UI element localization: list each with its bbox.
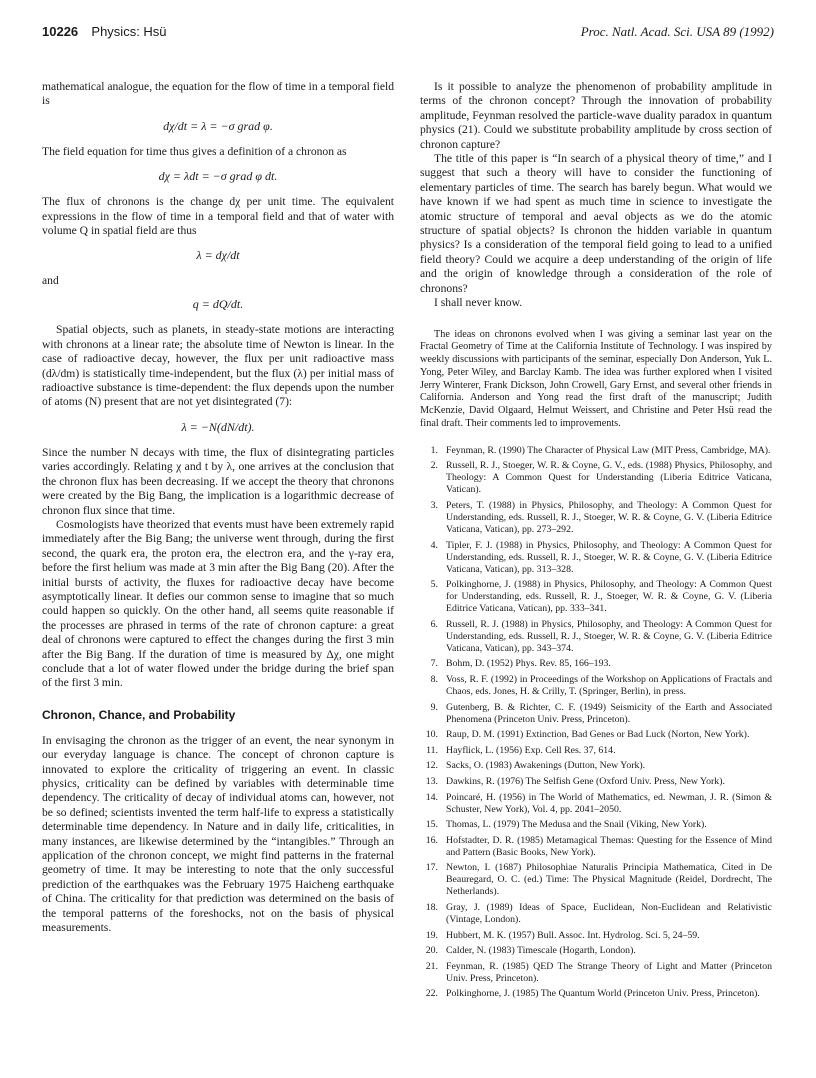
reference-item bbox=[420, 579, 772, 615]
reference-text: Polkinghorne, J. (1985) The Quantum World (Princeton Univ. Press, Princeton). bbox=[446, 988, 760, 1000]
paragraph: mathematical analogue, the equation for the flow of time in a temporal field is bbox=[42, 80, 394, 108]
reference-number: 21. bbox=[425, 960, 438, 972]
reference-number: 10. bbox=[425, 729, 438, 741]
reference-text: Peters, T. (1988) in Physics, Philosophy, and Theology: A Common Quest for Understanding, eds. Russell, R. J., Stoeger, W. R. & Coyne, G. V. (Liberia Editrice Vaticana, Vatican), pp. 273–292. bbox=[446, 500, 772, 536]
journal-citation: Proc. Natl. Acad. Sci. USA 89 (1992) bbox=[580, 24, 774, 39]
reference-number: 9. bbox=[430, 701, 438, 713]
reference-item bbox=[420, 500, 772, 536]
reference-text: Feynman, R. (1985) QED The Strange Theory of Light and Matter (Princeton Univ. Press, Princeton). bbox=[446, 960, 772, 984]
reference-item bbox=[420, 862, 772, 898]
reference-number: 17. bbox=[425, 862, 438, 874]
reference-item bbox=[420, 776, 772, 788]
reference-text: Raup, D. M. (1991) Extinction, Bad Genes or Bad Luck (Norton, New York). bbox=[446, 729, 750, 741]
reference-item bbox=[420, 760, 772, 772]
reference-item bbox=[420, 540, 772, 576]
reference-text: Poincaré, H. (1956) in The World of Mathematics, ed. Newman, J. R. (Simon & Schuster, New York), Vol. 4, pp. 2041–2050. bbox=[446, 791, 772, 815]
reference-item bbox=[420, 945, 772, 957]
reference-text: Gray, J. (1989) Ideas of Space, Euclidean, Non-Euclidean and Relativistic (Vintage, London). bbox=[446, 901, 772, 925]
equation: dχ = λdt = −σ grad φ dt. bbox=[158, 169, 278, 184]
reference-item bbox=[420, 819, 772, 831]
reference-text: Polkinghorne, J. (1988) in Physics, Philosophy, and Theology: A Common Quest for Understanding, eds. Russell, R. J., Stoeger, W. R. & Coyne, G. V. (Liberia Editrice Vaticana, Vatican), pp. 333–341. bbox=[446, 579, 772, 615]
section-heading: Chronon, Chance, and Probability bbox=[42, 707, 236, 722]
paragraph: Cosmologists have theorized that events must have been extremely rapid immediately after the Big Bang; the universe went through, during the first second, the quark era, the proton era, the electron era, and the γ-ray era, before the first helium was made at 3 min after the Big Bang (20). After the initial bursts of activity, the fluxes for radioactive decay have become asymptotically linear. It defies our common sense to imagine that so much could happen so quickly. On the other hand, all seems quite reasonable if the processes are phrased in terms of the rate of chronon capture: a great deal of chronons were captured to effect the changes during the first 3 min after the Big Bang. If the duration of time is measured by Δχ, one might conclude that a lot of water flowed under the bridge during the brief span of the first 3 min. bbox=[42, 517, 394, 690]
reference-list bbox=[420, 445, 772, 1000]
paragraph: I shall never know. bbox=[434, 296, 523, 310]
reference-number: 6. bbox=[430, 618, 438, 630]
reference-item bbox=[420, 729, 772, 741]
reference-text: Russell, R. J., Stoeger, W. R. & Coyne, G. V., eds. (1988) Physics, Philosophy, and Theology: A Common Quest for Understanding (Liberia Editrice Vaticana, Vatican). bbox=[446, 460, 772, 496]
equation: dχ/dt = λ = −σ grad φ. bbox=[163, 118, 273, 133]
left-column bbox=[42, 80, 394, 935]
reference-number: 1. bbox=[430, 444, 438, 456]
reference-text: Voss, R. F. (1992) in Proceedings of the Workshop on Applications of Fractals and Chaos, eds. Jones, H. & Crilly, T. (Springer, Berlin), in press. bbox=[446, 674, 772, 698]
reference-number: 8. bbox=[430, 674, 438, 686]
reference-item bbox=[420, 792, 772, 816]
page-number: 10226 bbox=[42, 24, 79, 39]
reference-number: 15. bbox=[425, 819, 438, 831]
reference-item bbox=[420, 674, 772, 698]
paragraph: The field equation for time thus gives a definition of a chronon as bbox=[42, 144, 347, 158]
reference-item bbox=[420, 702, 772, 726]
reference-item bbox=[420, 460, 772, 496]
right-column bbox=[420, 80, 772, 1004]
equation: λ = −N(dN/dt). bbox=[181, 419, 255, 434]
reference-text: Bohm, D. (1952) Phys. Rev. 85, 166–193. bbox=[446, 658, 611, 670]
paragraph: The flux of chronons is the change dχ per unit time. The equivalent expressions in the flow of time in a temporal field and that of water with volume Q in spatial field are thus bbox=[42, 195, 394, 238]
reference-item bbox=[420, 835, 772, 859]
reference-number: 18. bbox=[425, 901, 438, 913]
reference-text: Newton, I. (1687) Philosophiae Naturalis Principia Mathematica, Cited in De Beauregard, O. C. (ed.) Time: The Physical Magnitude (Reidel, Dordrecht, The Netherlands). bbox=[446, 862, 772, 898]
paragraph: Since the number N decays with time, the flux of disintegrating particles varies accordingly. Relating χ and t by λ, one arrives at the conclusion that the chronon flux has been decreasing. If we accept the theory that chronons were created by the Big Bang, the implication is a logarithmic decrease of chronon flux since that time. bbox=[42, 445, 394, 517]
reference-item bbox=[420, 445, 772, 457]
page-header bbox=[42, 24, 774, 44]
and-word: and bbox=[42, 274, 59, 288]
reference-number: 5. bbox=[430, 579, 438, 591]
reference-text: Calder, N. (1983) Timescale (Hogarth, London). bbox=[446, 945, 636, 957]
reference-number: 3. bbox=[430, 500, 438, 512]
reference-number: 7. bbox=[430, 658, 438, 670]
reference-number: 13. bbox=[425, 776, 438, 787]
reference-text: Sacks, O. (1983) Awakenings (Dutton, New York). bbox=[446, 760, 646, 772]
reference-number: 16. bbox=[425, 834, 438, 846]
reference-number: 20. bbox=[425, 945, 438, 957]
reference-item bbox=[420, 930, 772, 942]
reference-text: Gutenberg, B. & Richter, C. F. (1949) Seismicity of the Earth and Associated Phenomena (Princeton Univ. Press, Princeton). bbox=[446, 701, 772, 725]
reference-number: 14. bbox=[425, 791, 438, 803]
reference-text: Tipler, F. J. (1988) in Physics, Philosophy, and Theology: A Common Quest for Understanding, eds. Russell, R. J., Stoeger, W. R. & Coyne, G. V. (Liberia Editrice Vaticana, Vatican), pp. 313–328. bbox=[446, 539, 772, 575]
reference-item bbox=[420, 745, 772, 757]
reference-text: Feynman, R. (1990) The Character of Physical Law (MIT Press, Cambridge, MA). bbox=[446, 444, 771, 456]
reference-item bbox=[420, 658, 772, 670]
reference-text: Dawkins, R. (1976) The Selfish Gene (Oxford Univ. Press, New York). bbox=[446, 776, 725, 787]
reference-text: Hayflick, L. (1956) Exp. Cell Res. 37, 614. bbox=[446, 744, 616, 756]
reference-text: Thomas, L. (1979) The Medusa and the Snail (Viking, New York). bbox=[446, 819, 707, 831]
reference-item bbox=[420, 902, 772, 926]
reference-number: 4. bbox=[430, 539, 438, 551]
reference-text: Russell, R. J. (1988) in Physics, Philosophy, and Theology: A Common Quest for Understanding, eds. Russell, R. J., Stoeger, W. R. & Coyne, G. V. (Liberia Editrice Vaticana, Vatican), pp. 343–374. bbox=[446, 618, 772, 654]
reference-text: Hofstadter, D. R. (1985) Metamagical Themas: Questing for the Essence of Mind and Pattern (Basic Books, New York). bbox=[446, 834, 772, 858]
paragraph: Spatial objects, such as planets, in steady-state motions are interacting with chronons at a linear rate; the absolute time of Newton is linear. In the case of radioactive decay, however, the flux per unit radioactive mass (dλ/dm) is statistically time-independent, but the flux (λ) per initial mass of radioactive substance is time-dependent: the flux depends upon the number of atoms (N) present that are not yet disintegrated (7): bbox=[42, 323, 394, 409]
paragraph: Is it possible to analyze the phenomenon of probability amplitude in terms of the chronon concept? Through the innovation of probability amplitude, Feynman resolved the particle-wave duality paradox in quantum physics (21). Could we substitute probability amplitude by cross section of chronon capture? bbox=[420, 80, 772, 151]
acknowledgments: The ideas on chronons evolved when I was giving a seminar last year on the Fractal Geometry of Time at the California Institute of Technology. I was inspired by weekly discussions with participants of the seminar, especially Don Anderson, Yuk L. Yong, Peter Wiley, and Barclay Kamb. The idea was further explored when I visited Jerry Winterer, Frank Dickson, John Crowell, Gary Ernst, and several other friends in California. Anderson and Yong read the first draft of the manuscript; Judith McKenzie, David Olgaard, Helmut Weissert, and Christine and Peter Hsü read the final draft. Their comments led to improvements. bbox=[420, 328, 772, 430]
header-left bbox=[42, 24, 167, 40]
reference-number: 12. bbox=[425, 760, 438, 772]
paragraph: In envisaging the chronon as the trigger of an event, the near synonym in our everyday language is chance. The concept of chronon capture is innovated to explore the criticality of triggering an event. In classic physics, criticality can be defined by variables with determinable time dependency. The criticality of decay of individual atoms can, however, not be so defined; scientists invented the term half-life to express a statistically determinable time dependency. In Nature and in daily life, criticalities, in many instances, are likewise determined by the “intangibles.” Through an application of the chronon concept, we might find patterns in the fraternal geometry of time. It may be interesting to note that the only successful prediction of the earthquakes was the February 1975 Haicheng earthquake of China. The criticality for that prediction was determined on the basis of the temporal patterns of the foreshocks, not on the basis of physical measurements. bbox=[42, 733, 394, 935]
reference-number: 19. bbox=[425, 929, 438, 941]
reference-text: Hubbert, M. K. (1957) Bull. Assoc. Int. Hydrolog. Sci. 5, 24–59. bbox=[446, 929, 700, 941]
equation: q = dQ/dt. bbox=[192, 297, 244, 312]
reference-number: 22. bbox=[425, 988, 438, 1000]
paragraph: The title of this paper is “In search of a physical theory of time,” and I suggest that such a theory will have to consider the functioning of elementary particles of time. The search has barely begun. What would we have known if we had spent as much time in science to investigate the atomic structure of temporal and aeval objects as we do the atomic structure of spatial objects? Is chronon the hidden variable in quantum physics? Is a consideration of the temporal field going to lead to a unified field theory? Could we acquire a deep understanding of the origin of life and the origin of knowledge through a consideration of the role of chronons? bbox=[420, 152, 772, 295]
reference-number: 11. bbox=[426, 744, 438, 756]
equation: λ = dχ/dt bbox=[196, 248, 240, 263]
reference-number: 2. bbox=[430, 460, 438, 472]
reference-item bbox=[420, 619, 772, 655]
reference-item bbox=[420, 988, 772, 1000]
running-head: Physics: Hsü bbox=[91, 24, 167, 39]
reference-item bbox=[420, 961, 772, 985]
